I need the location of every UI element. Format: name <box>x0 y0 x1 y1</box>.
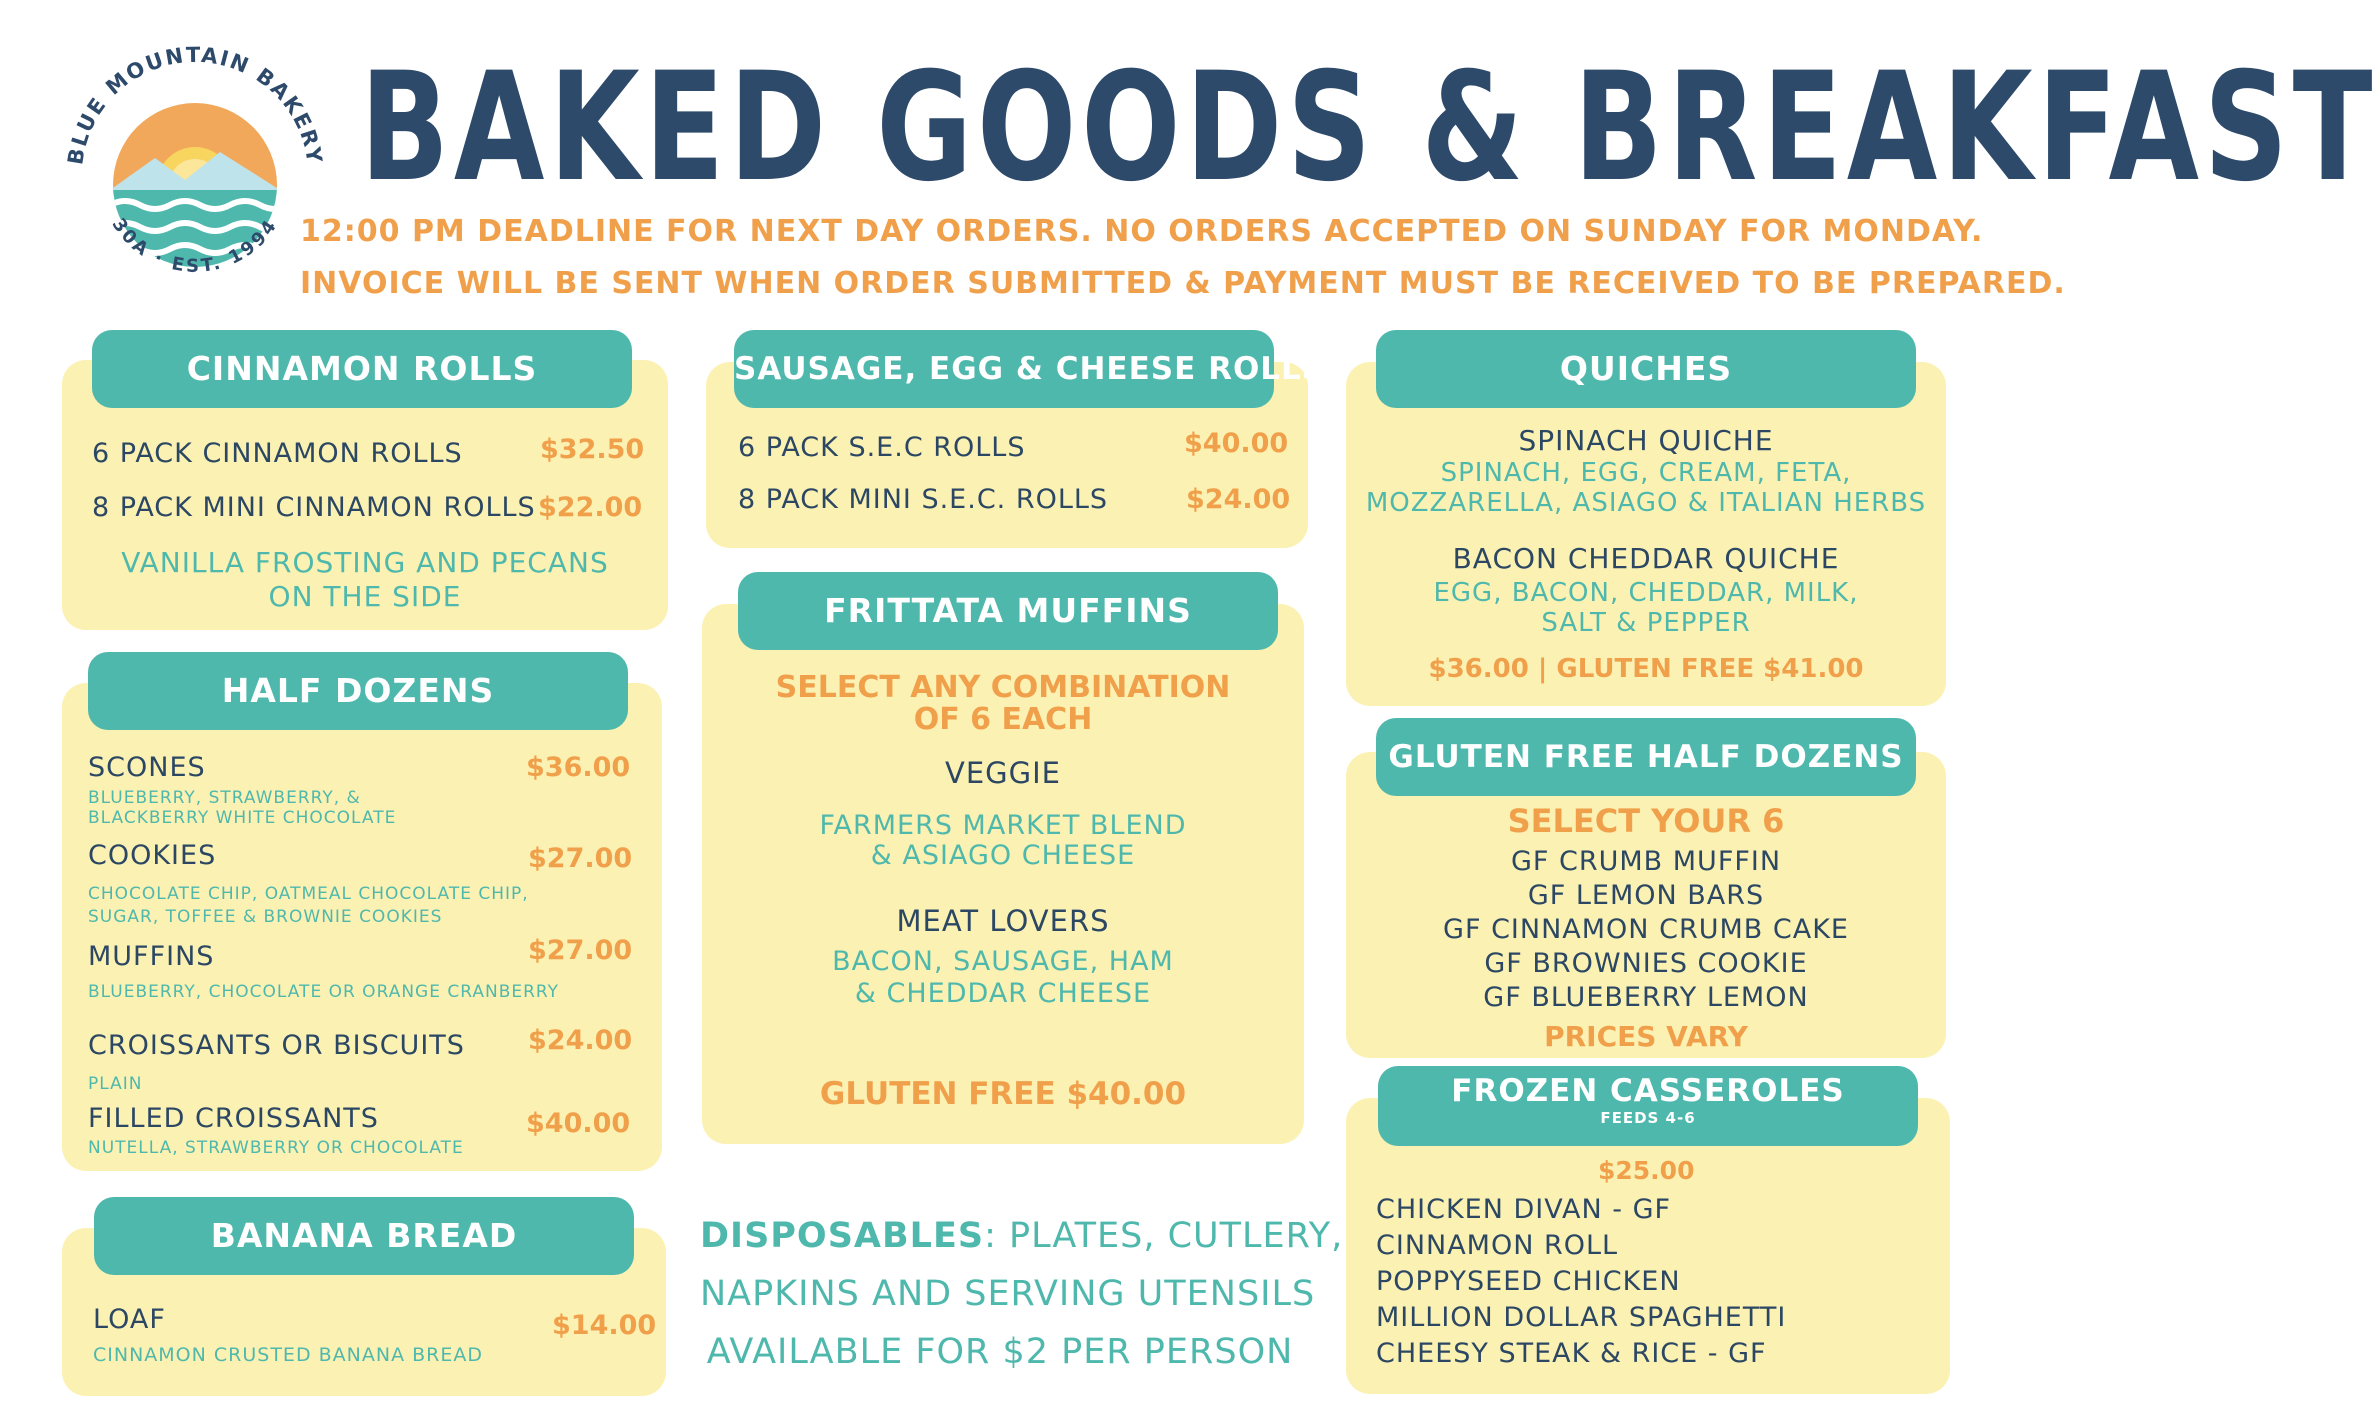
logo-name: BLUE MOUNTAIN BAKERY <box>63 42 327 167</box>
frittata-meat-desc: & CHEDDAR CHEESE <box>854 978 1152 1009</box>
bacon-quiche-desc: EGG, BACON, CHEDDAR, MILK, <box>1433 578 1859 608</box>
casserole-item: CHEESY STEAK & RICE - GF <box>1376 1338 1767 1369</box>
item-price: $27.00 <box>528 935 633 966</box>
item-name: 6 PACK CINNAMON ROLLS <box>92 438 463 469</box>
spinach-quiche-desc: SPINACH, EGG, CREAM, FETA, <box>1440 458 1852 488</box>
item-name: SCONES <box>88 752 206 783</box>
item-price: $24.00 <box>1186 484 1291 515</box>
payment-notice: INVOICE WILL BE SENT WHEN ORDER SUBMITTED & PAYMENT MUST BE RECEIVED TO BE PREPARED. <box>300 266 2066 301</box>
gf-item: GF LEMON BARS <box>1527 880 1765 911</box>
cinnamon-rolls-header: CINNAMON ROLLS <box>92 330 632 408</box>
item-name: CROISSANTS OR BISCUITS <box>88 1030 465 1061</box>
item-price: $40.00 <box>1184 428 1289 459</box>
casseroles-header <box>1378 1066 1918 1146</box>
item-description: BLUEBERRY, STRAWBERRY, & <box>88 788 361 808</box>
gf-select-note: SELECT YOUR 6 <box>1507 802 1785 840</box>
casseroles-subtitle: FEEDS 4-6 <box>1600 1109 1696 1127</box>
disposables-line-3: AVAILABLE FOR $2 PER PERSON <box>706 1332 1294 1372</box>
item-name: 8 PACK MINI CINNAMON ROLLS <box>92 492 536 523</box>
gf-item: GF BLUEBERRY LEMON <box>1483 982 1809 1013</box>
item-price: $14.00 <box>552 1310 657 1341</box>
gf-item: GF BROWNIES COOKIE <box>1484 948 1808 979</box>
gf-item: GF CINNAMON CRUMB CAKE <box>1443 914 1849 945</box>
gf-prices-note: PRICES VARY <box>1544 1020 1748 1053</box>
half-dozens-header: HALF DOZENS <box>88 652 628 730</box>
item-description: CHOCOLATE CHIP, OATMEAL CHOCOLATE CHIP, <box>88 884 529 904</box>
bacon-quiche-desc: SALT & PEPPER <box>1541 608 1751 638</box>
gf-half-dozens-header: GLUTEN FREE HALF DOZENS <box>1376 718 1916 796</box>
cinnamon-rolls-note: VANILLA FROSTING AND PECANS <box>121 546 609 579</box>
quiches-price: $36.00 | GLUTEN FREE $41.00 <box>1428 654 1864 684</box>
sec-rolls-header: SAUSAGE, EGG & CHEESE ROLLS <box>734 330 1274 408</box>
page-title: BAKED GOODS & BREAKFAST <box>360 41 2377 215</box>
bacon-cheddar-quiche: BACON CHEDDAR QUICHE <box>1452 542 1840 575</box>
disposables-line-1 <box>700 1216 1344 1256</box>
item-description: SUGAR, TOFFEE & BROWNIE COOKIES <box>88 907 443 927</box>
item-price: $36.00 <box>526 752 631 783</box>
item-price: $22.00 <box>538 492 643 523</box>
item-description: BLACKBERRY WHITE CHOCOLATE <box>88 808 397 828</box>
frittata-veggie-desc: & ASIAGO CHEESE <box>870 840 1136 871</box>
gf-item: GF CRUMB MUFFIN <box>1510 846 1782 877</box>
item-name: FILLED CROISSANTS <box>88 1103 379 1134</box>
quiches-header: QUICHES <box>1376 330 1916 408</box>
casserole-item: MILLION DOLLAR SPAGHETTI <box>1376 1302 1787 1333</box>
casserole-item: POPPYSEED CHICKEN <box>1376 1266 1681 1297</box>
spinach-quiche: SPINACH QUICHE <box>1518 424 1774 457</box>
frittata-select-note: OF 6 EACH <box>913 702 1093 737</box>
disposables-text: : PLATES, CUTLERY, <box>984 1216 1344 1256</box>
item-name: 8 PACK MINI S.E.C. ROLLS <box>738 484 1109 515</box>
bakery-logo <box>60 40 330 310</box>
frittata-gf-price: GLUTEN FREE $40.00 <box>819 1076 1187 1112</box>
item-price: $40.00 <box>526 1108 631 1139</box>
logo-tagline: 30A · EST. 1994 <box>107 214 283 277</box>
casseroles-title: FROZEN CASSEROLES <box>1451 1073 1845 1109</box>
item-description: CINNAMON CRUSTED BANANA BREAD <box>93 1344 483 1366</box>
spinach-quiche-desc: MOZZARELLA, ASIAGO & ITALIAN HERBS <box>1365 488 1927 518</box>
item-name: 6 PACK S.E.C ROLLS <box>738 432 1026 463</box>
disposables-label: DISPOSABLES <box>700 1216 985 1256</box>
casserole-item: CHICKEN DIVAN - GF <box>1376 1194 1672 1225</box>
item-description: BLUEBERRY, CHOCOLATE OR ORANGE CRANBERRY <box>88 982 560 1002</box>
banana-bread-header: BANANA BREAD <box>94 1197 634 1275</box>
frittata-select-note: SELECT ANY COMBINATION <box>775 670 1231 705</box>
item-description: PLAIN <box>88 1074 143 1094</box>
frittata-veggie: VEGGIE <box>945 756 1061 790</box>
item-name: COOKIES <box>88 840 217 871</box>
cinnamon-rolls-note: ON THE SIDE <box>268 580 462 613</box>
frittata-veggie-desc: FARMERS MARKET BLEND <box>819 810 1187 841</box>
frittata-meat-lovers: MEAT LOVERS <box>896 904 1110 938</box>
order-deadline-notice: 12:00 PM DEADLINE FOR NEXT DAY ORDERS. NO ORDERS ACCEPTED ON SUNDAY FOR MONDAY. <box>300 214 1984 249</box>
disposables-line-2: NAPKINS AND SERVING UTENSILS <box>700 1274 1316 1314</box>
frittata-header: FRITTATA MUFFINS <box>738 572 1278 650</box>
item-description: NUTELLA, STRAWBERRY OR CHOCOLATE <box>88 1138 464 1158</box>
item-name: MUFFINS <box>88 941 215 972</box>
item-price: $24.00 <box>528 1025 633 1056</box>
item-price: $27.00 <box>528 843 633 874</box>
casseroles-price: $25.00 <box>1598 1156 1695 1185</box>
item-price: $32.50 <box>540 434 645 465</box>
item-name: LOAF <box>93 1304 166 1335</box>
frittata-meat-desc: BACON, SAUSAGE, HAM <box>832 946 1174 977</box>
casserole-item: CINNAMON ROLL <box>1376 1230 1619 1261</box>
